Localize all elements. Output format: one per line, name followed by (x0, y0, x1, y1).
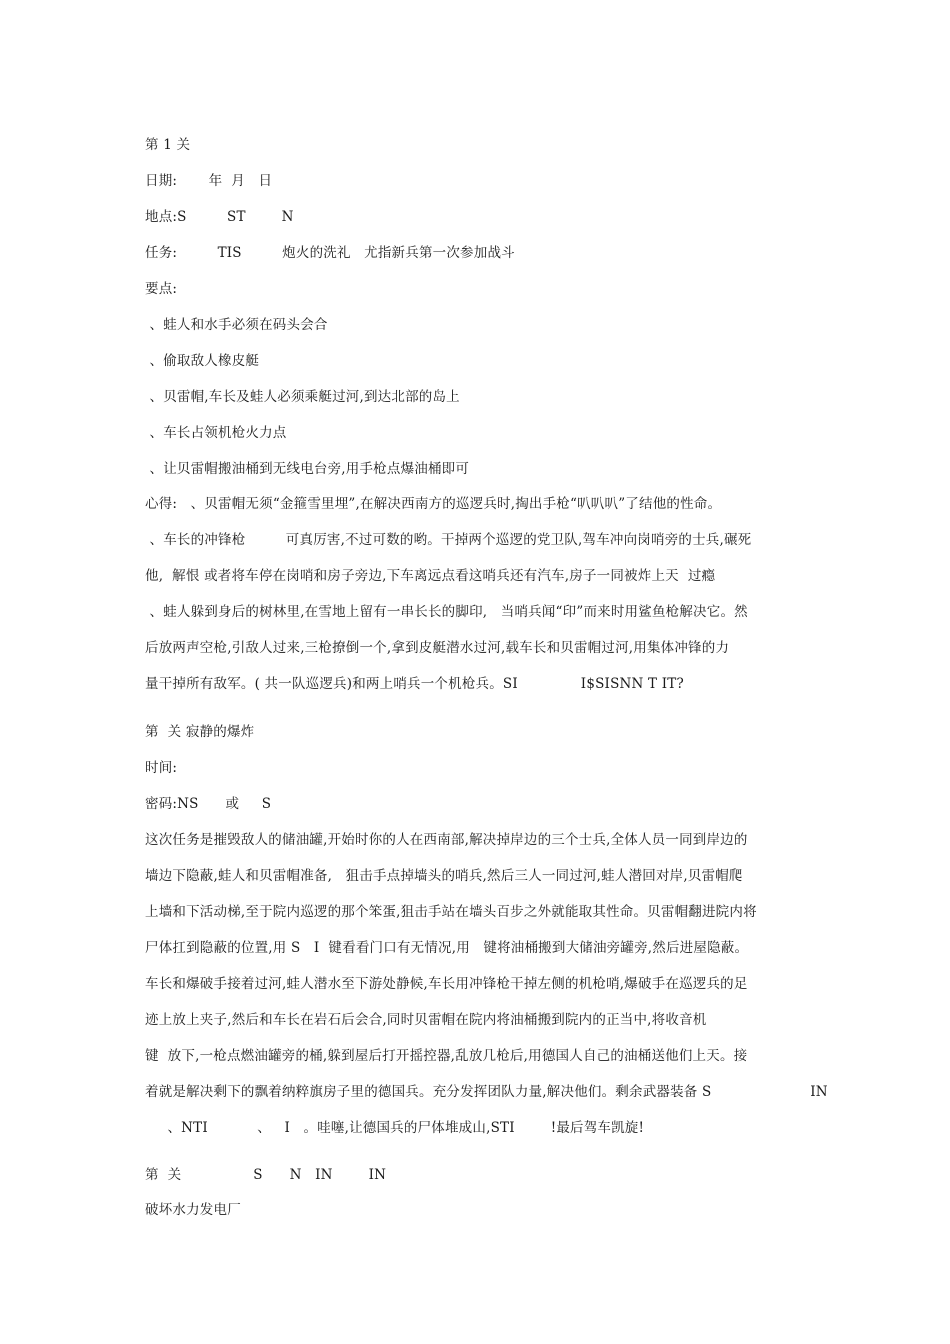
key-point-2: 、偷取敌人橡皮艇 (145, 353, 260, 369)
key-point-5: 、让贝雷帽搬油桶到无线电台旁,用手枪点爆油桶即可 (145, 461, 470, 477)
walkthrough-line-1: 这次任务是摧毁敌人的储油罐,开始时你的人在西南部,解决掉岸边的三个士兵,全体人员一同到岸边的 (145, 832, 748, 848)
walkthrough-line-7: 键 放下,一枪点燃油罐旁的桶,躲到屋后打开摇控器,乱放几枪后,用德国人自己的油桶送他们上天。接 (145, 1048, 748, 1064)
key-point-1: 、蛙人和水手必须在码头会合 (145, 317, 328, 333)
notes-line-3: 他, 解恨 或者将车停在岗哨和房子旁边,下车离远点看这哨兵还有汽车,房子一同被炸上天 过瘾 (145, 568, 716, 584)
walkthrough-line-8: 着就是解决剩下的飘着纳粹旗房子里的德国兵。充分发挥团队力量,解决他们。剩余武器装备 S IN (145, 1084, 828, 1100)
walkthrough-line-9: 、NTI 、 I 。哇噻,让德国兵的尸体堆成山,STI !最后驾车凯旋! (145, 1120, 645, 1136)
key-point-3: 、贝雷帽,车长及蛙人必须乘艇过河,到达北部的岛上 (145, 389, 460, 405)
notes-line-4: 、蛙人躲到身后的树林里,在雪地上留有一串长长的脚印, 当哨兵闻“印”而来时用鲨鱼枪解决它。然 (145, 604, 748, 620)
date-line: 日期: 年 月 日 (145, 173, 273, 189)
walkthrough-line-5: 车长和爆破手接着过河,蛙人潜水至下游处静候,车长用冲锋枪干掉左侧的机枪哨,爆破手在巡逻兵的足 (145, 976, 748, 992)
notes-line-5: 后放两声空枪,引敌人过来,三枪撩倒一个,拿到皮艇潜水过河,载车长和贝雷帽过河,用集体冲锋的力 (145, 640, 730, 656)
level-1-heading: 第 1 关 (145, 137, 191, 153)
notes-line-1: 心得: 、贝雷帽无须“金箍雪里埋”,在解决西南方的巡逻兵时,掏出手枪“叭叭叭”了结他的性命。 (145, 496, 722, 512)
key-point-4: 、车长占领机枪火力点 (145, 425, 287, 441)
walkthrough-line-2: 墙边下隐蔽,蛙人和贝雷帽准备, 狙击手点掉墙头的哨兵,然后三人一同过河,蛙人潜回对岸,贝雷帽爬 (145, 868, 743, 884)
password-line: 密码:NS 或 S (145, 796, 272, 812)
walkthrough-line-3: 上墙和下活动梯,至于院内巡逻的那个笨蛋,狙击手站在墙头百步之外就能取其性命。贝雷帽翻进院内将 (145, 904, 757, 920)
notes-line-6: 量干掉所有敌军。( 共一队巡逻兵)和两上哨兵一个机枪兵。SI I$SISNN T IT? (145, 676, 684, 692)
key-points-label: 要点: (145, 281, 178, 297)
time-line: 时间: (145, 760, 178, 776)
level-3-title: 破坏水力发电厂 (145, 1202, 241, 1218)
walkthrough-line-4: 尸体扛到隐蔽的位置,用 S I 键看看门口有无情况,用 键将油桶搬到大储油旁罐旁,然后进屋隐蔽。 (145, 940, 749, 956)
walkthrough-line-6: 迹上放上夹子,然后和车长在岩石后会合,同时贝雷帽在院内将油桶搬到院内的正当中,将收音机 (145, 1012, 707, 1028)
location-line: 地点:S ST N (145, 209, 294, 225)
mission-line: 任务: TIS 炮火的洗礼 尤指新兵第一次参加战斗 (145, 245, 515, 261)
level-2-heading: 第 关 寂静的爆炸 (145, 724, 255, 740)
level-3-heading: 第 关 S N IN IN (145, 1167, 387, 1183)
notes-line-2: 、车长的冲锋枪 可真厉害,不过可数的哟。干掉两个巡逻的党卫队,驾车冲向岗哨旁的士兵,碾死 (145, 532, 752, 548)
